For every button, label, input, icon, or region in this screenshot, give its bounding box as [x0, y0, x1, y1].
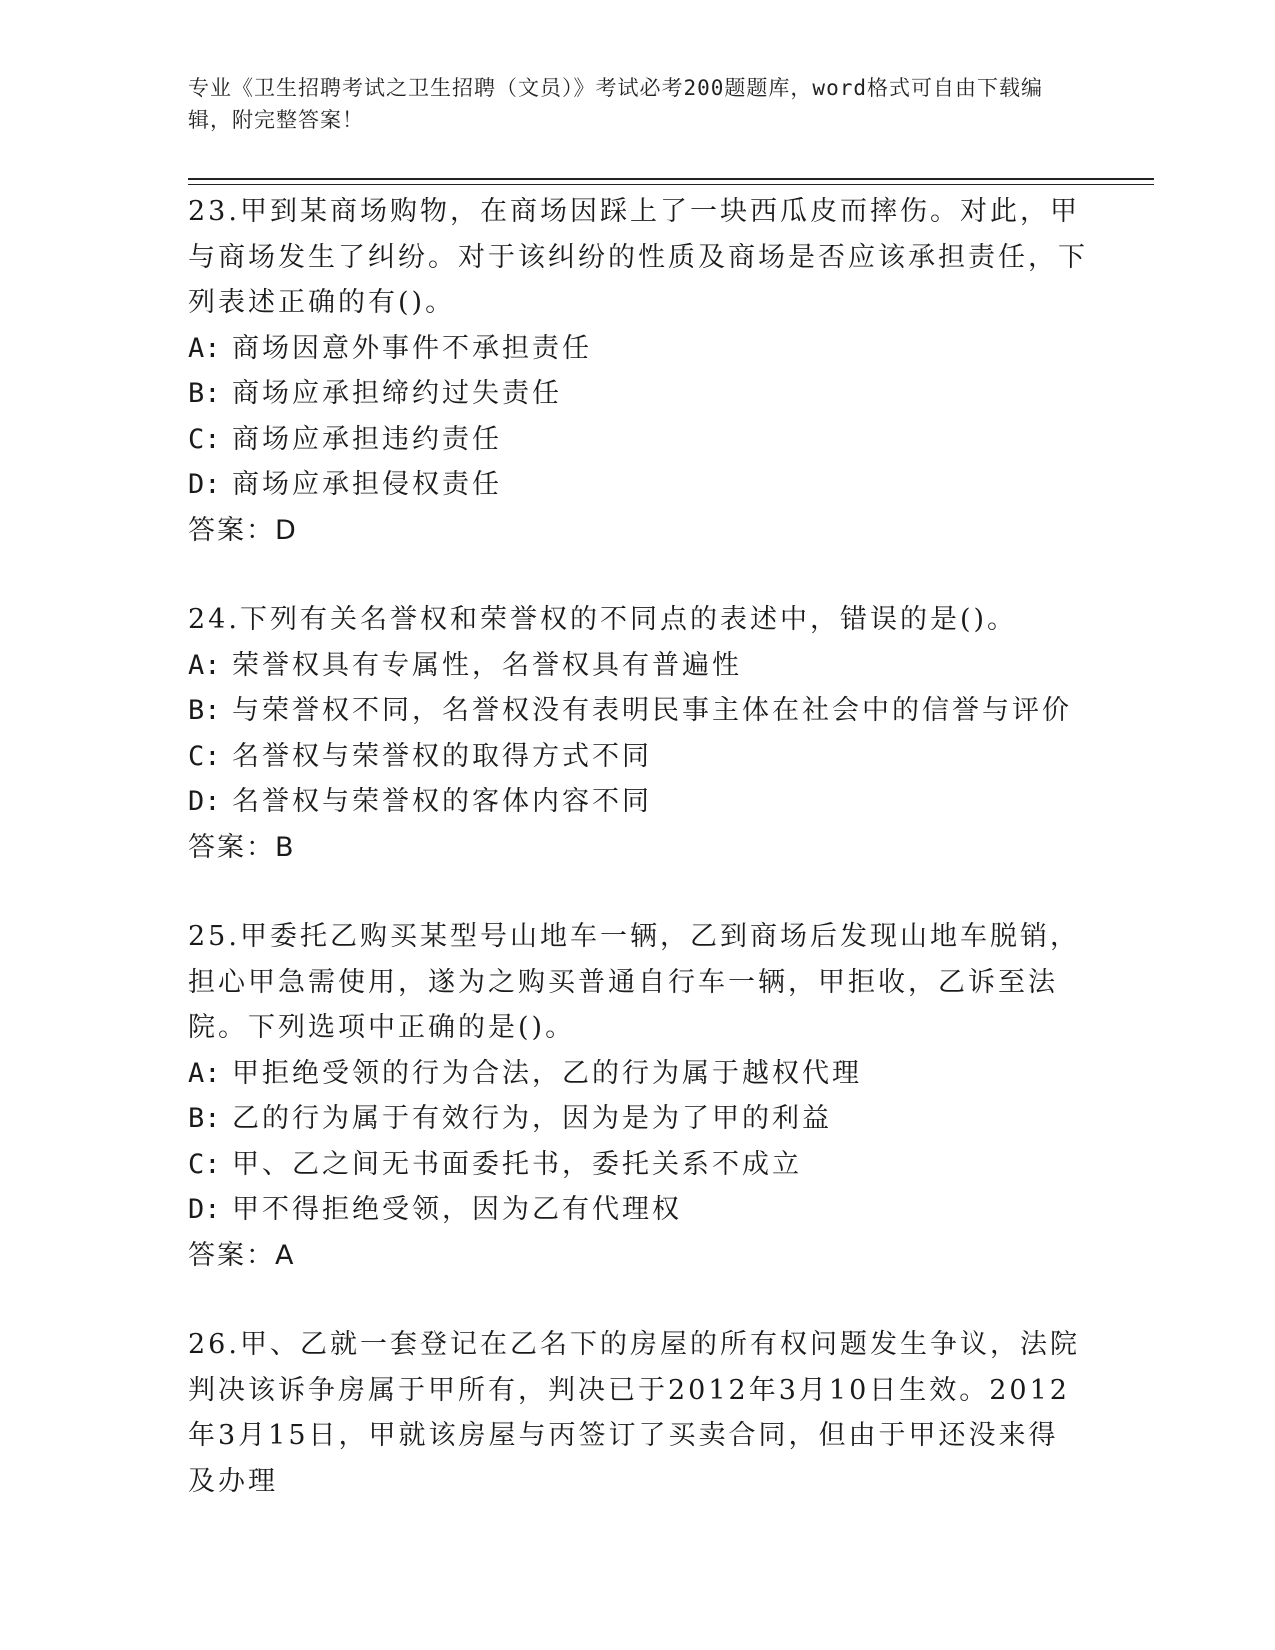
question-stem: 26.甲、乙就一套登记在乙名下的房屋的所有权问题发生争议，法院判决该诉争房属于甲所有，判决已于2012年3月10日生效。2012年3月15日，甲就该房屋与丙签订了买卖合同，但由于甲还没来得及办理: [188, 1329, 1080, 1497]
question-26: [188, 1322, 1088, 1504]
option-text: 商场应承担违约责任: [232, 423, 502, 455]
question-list: [188, 189, 1088, 1504]
option-letter: A:: [188, 649, 221, 681]
question-stem: 25.甲委托乙购买某型号山地车一辆，乙到商场后发现山地车脱销，担心甲急需使用，遂为之购买普通自行车一辆，甲拒收，乙诉至法院。下列选项中正确的是()。: [188, 921, 1080, 1043]
option-letter: B:: [188, 695, 221, 726]
option-letter: C:: [188, 740, 221, 772]
header-divider-thick: [188, 178, 1154, 180]
option-c: [188, 1142, 1088, 1188]
option-text: 商场应承担缔约过失责任: [232, 378, 562, 409]
option-letter: B:: [188, 378, 221, 409]
option-text: 名誉权与荣誉权的客体内容不同: [232, 786, 652, 817]
option-letter: D:: [188, 786, 221, 817]
question-25: [188, 914, 1088, 1278]
question-23: [188, 189, 1088, 553]
question-stem: 24.下列有关名誉权和荣誉权的不同点的表述中，错误的是()。: [188, 604, 1018, 635]
option-b: [188, 1096, 1088, 1142]
answer-line: 答案：D: [188, 514, 298, 546]
option-letter: A:: [188, 1057, 221, 1089]
option-c: [188, 417, 1088, 463]
option-text: 甲不得拒绝受领，因为乙有代理权: [232, 1194, 682, 1225]
option-text: 商场因意外事件不承担责任: [232, 332, 592, 364]
option-text: 甲、乙之间无书面委托书，委托关系不成立: [232, 1148, 802, 1180]
option-text: 乙的行为属于有效行为，因为是为了甲的利益: [232, 1103, 832, 1134]
option-letter: A:: [188, 332, 221, 364]
option-d: [188, 779, 1088, 825]
answer-line: 答案：A: [188, 1239, 296, 1271]
option-letter: D:: [188, 1194, 221, 1225]
document-header: 专业《卫生招聘考试之卫生招聘（文员）》考试必考200题题库，word格式可自由下载编辑，附完整答案！: [188, 76, 1043, 132]
option-letter: D:: [188, 469, 221, 500]
option-a: [188, 643, 1088, 689]
option-text: 名誉权与荣誉权的取得方式不同: [232, 740, 652, 772]
option-b: [188, 371, 1088, 417]
question-stem: 23.甲到某商场购物，在商场因踩上了一块西瓜皮而摔伤。对此，甲与商场发生了纠纷。对于该纠纷的性质及商场是否应该承担责任，下列表述正确的有()。: [188, 196, 1088, 318]
option-a: [188, 326, 1088, 372]
option-d: [188, 1187, 1088, 1233]
option-text: 荣誉权具有专属性，名誉权具有普遍性: [232, 649, 742, 681]
option-text: 与荣誉权不同，名誉权没有表明民事主体在社会中的信誉与评价: [232, 695, 1072, 726]
option-c: [188, 734, 1088, 780]
option-d: [188, 462, 1088, 508]
option-letter: C:: [188, 423, 221, 455]
option-a: [188, 1051, 1088, 1097]
question-24: [188, 597, 1088, 870]
header-divider-thin: [188, 184, 1154, 185]
option-letter: C:: [188, 1148, 221, 1180]
option-b: [188, 688, 1088, 734]
option-letter: B:: [188, 1103, 221, 1134]
option-text: 商场应承担侵权责任: [232, 469, 502, 500]
option-text: 甲拒绝受领的行为合法，乙的行为属于越权代理: [232, 1057, 862, 1089]
answer-line: 答案：B: [188, 831, 296, 863]
